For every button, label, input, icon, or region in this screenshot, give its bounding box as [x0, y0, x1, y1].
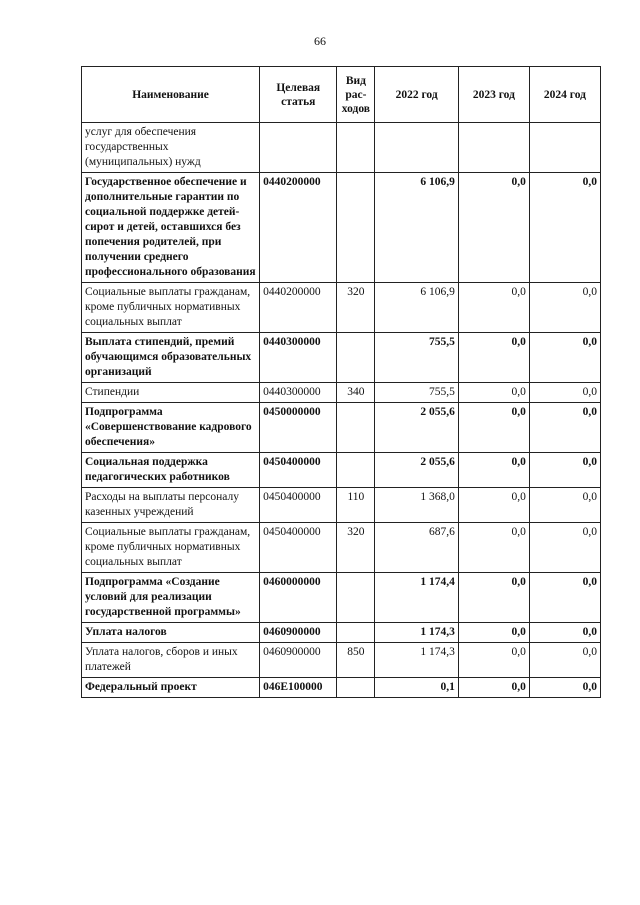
row-value-2023: 0,0	[458, 623, 529, 643]
row-value-2022: 755,5	[375, 383, 458, 403]
row-target-article: 0460000000	[260, 573, 337, 623]
page-number: 66	[314, 34, 326, 48]
row-expense-type: 850	[337, 643, 375, 678]
row-target-article: 0450400000	[260, 453, 337, 488]
row-value-2024: 0,0	[529, 573, 600, 623]
header-2022: 2022 год	[375, 67, 458, 123]
table-row	[82, 623, 601, 643]
table-row	[82, 488, 601, 523]
row-value-2023: 0,0	[458, 453, 529, 488]
row-value-2023: 0,0	[458, 678, 529, 698]
row-name: Уплата налогов, сборов и иных платежей	[82, 643, 260, 678]
table-row	[82, 523, 601, 573]
row-value-2022: 2 055,6	[375, 453, 458, 488]
row-name: Стипендии	[82, 383, 260, 403]
row-target-article: 046E100000	[260, 678, 337, 698]
row-expense-type	[337, 678, 375, 698]
row-target-article: 0440200000	[260, 283, 337, 333]
row-value-2024: 0,0	[529, 453, 600, 488]
table-row	[82, 453, 601, 488]
row-value-2023	[458, 123, 529, 173]
row-target-article	[260, 123, 337, 173]
row-expense-type	[337, 403, 375, 453]
row-target-article: 0460900000	[260, 643, 337, 678]
row-expense-type: 320	[337, 523, 375, 573]
row-expense-type: 110	[337, 488, 375, 523]
row-name: Федеральный проект	[82, 678, 260, 698]
row-value-2024: 0,0	[529, 488, 600, 523]
row-value-2023: 0,0	[458, 383, 529, 403]
row-expense-type	[337, 173, 375, 283]
row-value-2024: 0,0	[529, 383, 600, 403]
row-value-2022	[375, 123, 458, 173]
row-value-2023: 0,0	[458, 573, 529, 623]
row-value-2022: 1 174,3	[375, 643, 458, 678]
row-expense-type	[337, 333, 375, 383]
header-target-article: Целевая статья	[260, 67, 337, 123]
row-value-2024: 0,0	[529, 523, 600, 573]
row-value-2022: 1 174,3	[375, 623, 458, 643]
row-name: Государственное обеспечение и дополнительные гарантии по социальной поддержке детей-сирот и детей, оставшихся без попечения родителей, при получении среднего профессионального образования	[82, 173, 260, 283]
row-name: услуг для обеспечения государственных (муниципальных) нужд	[82, 123, 260, 173]
row-value-2023: 0,0	[458, 488, 529, 523]
header-name: Наименование	[82, 67, 260, 123]
row-name: Подпрограмма «Создание условий для реализации государственной программы»	[82, 573, 260, 623]
table-row	[82, 333, 601, 383]
table-row	[82, 643, 601, 678]
row-value-2022: 687,6	[375, 523, 458, 573]
row-value-2023: 0,0	[458, 283, 529, 333]
header-2024: 2024 год	[529, 67, 600, 123]
row-target-article: 0440200000	[260, 173, 337, 283]
row-target-article: 0460900000	[260, 623, 337, 643]
row-value-2023: 0,0	[458, 403, 529, 453]
row-name: Подпрограмма «Совершенствование кадрового обеспечения»	[82, 403, 260, 453]
row-expense-type	[337, 123, 375, 173]
row-value-2023: 0,0	[458, 643, 529, 678]
row-value-2024: 0,0	[529, 403, 600, 453]
row-value-2024: 0,0	[529, 283, 600, 333]
row-name: Расходы на выплаты персоналу казенных учреждений	[82, 488, 260, 523]
row-target-article: 0440300000	[260, 383, 337, 403]
table-row	[82, 283, 601, 333]
row-expense-type	[337, 623, 375, 643]
row-expense-type: 320	[337, 283, 375, 333]
row-value-2023: 0,0	[458, 523, 529, 573]
row-name: Выплата стипендий, премий обучающимся образовательных организаций	[82, 333, 260, 383]
row-value-2024: 0,0	[529, 173, 600, 283]
row-expense-type	[337, 573, 375, 623]
table-row	[82, 573, 601, 623]
row-target-article: 0450400000	[260, 523, 337, 573]
row-value-2023: 0,0	[458, 173, 529, 283]
row-target-article: 0440300000	[260, 333, 337, 383]
row-name: Социальные выплаты гражданам, кроме публичных нормативных социальных выплат	[82, 283, 260, 333]
table-row	[82, 123, 601, 173]
row-expense-type	[337, 453, 375, 488]
table-row	[82, 678, 601, 698]
row-value-2024: 0,0	[529, 623, 600, 643]
row-value-2024: 0,0	[529, 678, 600, 698]
row-value-2022: 755,5	[375, 333, 458, 383]
row-target-article: 0450000000	[260, 403, 337, 453]
table-body	[82, 123, 601, 698]
row-value-2022: 0,1	[375, 678, 458, 698]
row-value-2024: 0,0	[529, 643, 600, 678]
header-expense-type: Вид рас-ходов	[337, 67, 375, 123]
row-name: Социальные выплаты гражданам, кроме публичных нормативных социальных выплат	[82, 523, 260, 573]
budget-table	[81, 66, 601, 698]
row-value-2024: 0,0	[529, 333, 600, 383]
row-target-article: 0450400000	[260, 488, 337, 523]
row-value-2022: 1 174,4	[375, 573, 458, 623]
row-name: Уплата налогов	[82, 623, 260, 643]
row-name: Социальная поддержка педагогических работников	[82, 453, 260, 488]
header-2023: 2023 год	[458, 67, 529, 123]
row-value-2024	[529, 123, 600, 173]
row-value-2022: 1 368,0	[375, 488, 458, 523]
table-row	[82, 383, 601, 403]
row-value-2022: 6 106,9	[375, 283, 458, 333]
row-value-2022: 2 055,6	[375, 403, 458, 453]
table-row	[82, 403, 601, 453]
row-value-2022: 6 106,9	[375, 173, 458, 283]
table-header-row	[82, 67, 601, 123]
row-expense-type: 340	[337, 383, 375, 403]
row-value-2023: 0,0	[458, 333, 529, 383]
table-row	[82, 173, 601, 283]
